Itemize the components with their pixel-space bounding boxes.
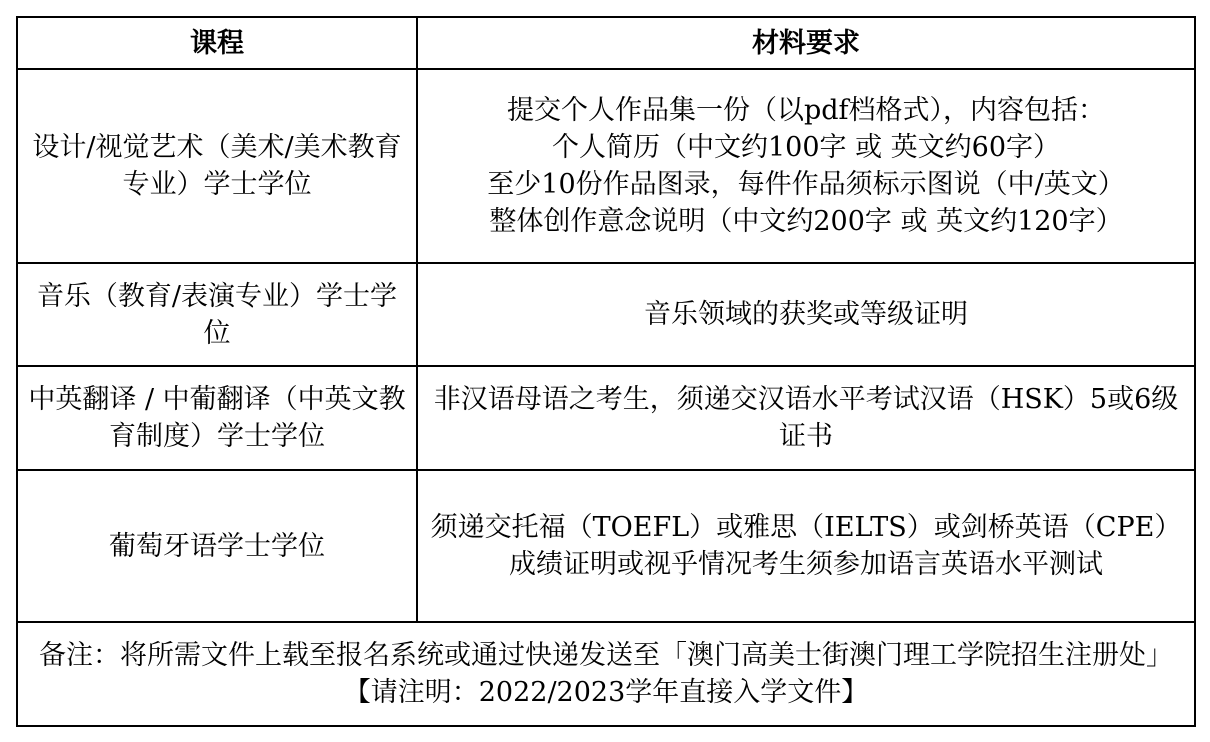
header-course: 课程 [17, 17, 417, 69]
course-cell [17, 263, 417, 366]
material-line: 至少10份作品图录，每件作品须标示图说（中/英文） [487, 169, 1125, 200]
material-line: 非汉语母语之考生，须递交汉语水平考试汉语（HSK）5或6级证书 [433, 384, 1179, 452]
course-name: 音乐（教育/表演专业）学士学位 [36, 280, 398, 349]
course-cell [17, 366, 417, 470]
table-row [17, 263, 1195, 366]
note-text: 备注：将所需文件上载至报名系统或通过快递发送至「澳门高美士街澳门理工学院招生注册处」【请注明：2022/2023学年直接入学文件】 [39, 640, 1173, 708]
table-row [17, 69, 1195, 263]
table-row [17, 366, 1195, 470]
material-line: 个人简历（中文约100字 或 英文约60字） [551, 132, 1061, 163]
material-line: 整体创作意念说明（中文约200字 或 英文约120字） [489, 206, 1123, 237]
material-line: 须递交托福（TOEFL）或雅思（IELTS）或剑桥英语（CPE）成绩证明或视乎情况考生须参加语言英语水平测试 [430, 512, 1182, 580]
note-row [17, 622, 1195, 726]
header-materials: 材料要求 [417, 17, 1195, 69]
table-row [17, 470, 1195, 622]
course-name: 中英翻译 / 中葡翻译（中英文教育制度）学士学位 [28, 384, 406, 452]
header-row [17, 17, 1195, 69]
material-line: 提交个人作品集一份（以pdf档格式），内容包括： [506, 95, 1106, 126]
course-cell [17, 470, 417, 622]
note-cell [17, 622, 1195, 726]
materials-cell [417, 69, 1195, 263]
material-line: 音乐领域的获奖或等级证明 [644, 299, 968, 330]
course-name: 葡萄牙语学士学位 [109, 530, 325, 562]
materials-cell [417, 263, 1195, 366]
materials-cell [417, 366, 1195, 470]
requirements-table [16, 16, 1196, 727]
course-cell [17, 69, 417, 263]
course-name: 设计/视觉艺术（美术/美术教育专业）学士学位 [32, 132, 402, 200]
materials-cell [417, 470, 1195, 622]
